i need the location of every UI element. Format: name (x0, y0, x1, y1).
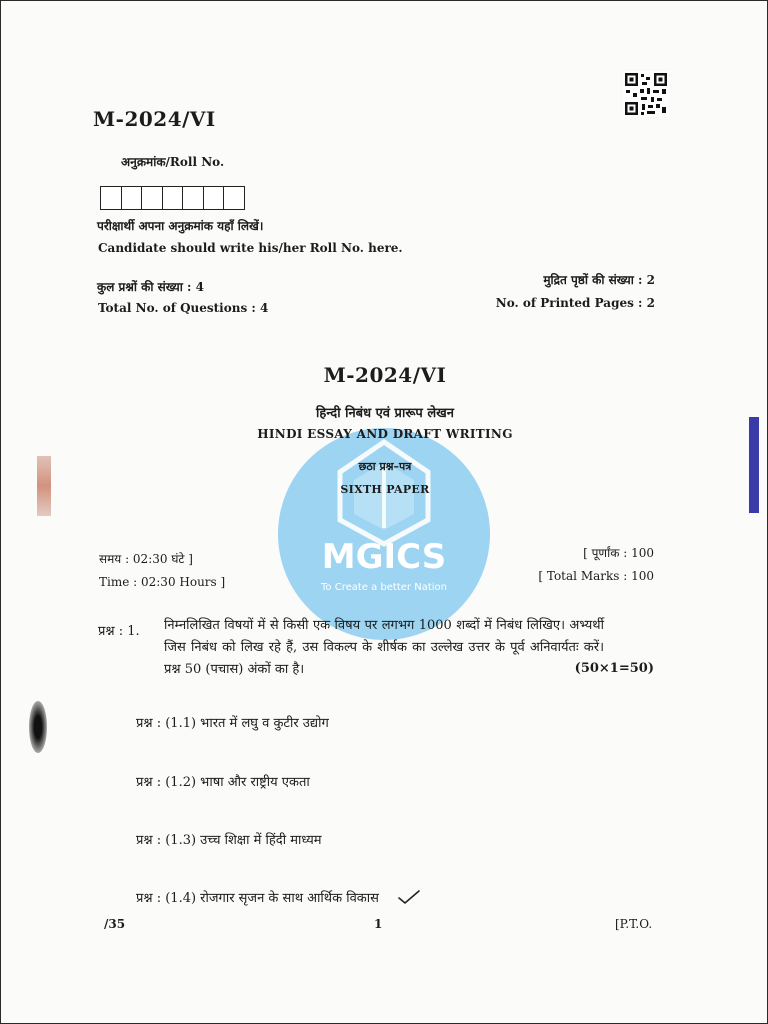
essay-option: प्रश्न : (1.4) रोजगार सृजन के साथ आर्थिक विकास (136, 891, 379, 906)
paper-number-hindi: छठा प्रश्न–पत्र (358, 460, 412, 473)
watermark-tagline: To Create a better Nation (321, 582, 447, 593)
roll-number-label: अनुक्रमांक/Roll No. (121, 155, 225, 169)
roll-number-box[interactable] (162, 186, 184, 210)
essay-option: प्रश्न : (1.3) उच्च शिक्षा में हिंदी माध्यम (136, 833, 322, 848)
scan-punch-hole-shadow (29, 701, 47, 753)
paper-number-english: SIXTH PAPER (340, 483, 430, 496)
roll-number-box[interactable] (141, 186, 163, 210)
question-number: प्रश्न : 1. (98, 624, 140, 639)
pto-note: [P.T.O. (615, 917, 653, 931)
roll-number-box[interactable] (182, 186, 204, 210)
paper-code-header: M-2024/VI (93, 107, 216, 131)
total-questions-hindi: कुल प्रश्नों की संख्या : 4 (97, 280, 204, 294)
subject-title-english: HINDI ESSAY AND DRAFT WRITING (257, 427, 513, 441)
roll-number-boxes (100, 186, 245, 210)
paper-code-title: M-2024/VI (323, 363, 447, 387)
printed-pages-hindi: मुद्रित पृष्ठों की संख्या : 2 (543, 273, 655, 287)
roll-number-box[interactable] (203, 186, 225, 210)
total-marks-english: [ Total Marks : 100 (538, 569, 654, 583)
essay-option: प्रश्न : (1.1) भारत में लघु व कुटीर उद्योग (136, 716, 329, 731)
exam-time-hindi: समय : 02:30 घंटे ] (99, 552, 193, 566)
candidate-instruction-hindi: परीक्षार्थी अपना अनुक्रमांक यहाँ लिखें। (97, 219, 264, 233)
qr-code-icon (623, 71, 669, 117)
question-marks: (50×1=50) (574, 661, 654, 676)
total-questions-english: Total No. of Questions : 4 (98, 301, 269, 315)
page-number: 1 (374, 917, 383, 931)
total-marks-hindi: [ पूर्णांक : 100 (583, 546, 654, 560)
subject-title-hindi: हिन्दी निबंध एवं प्रारूप लेखन (316, 406, 454, 421)
printed-pages-english: No. of Printed Pages : 2 (495, 296, 655, 310)
handwritten-tick-icon (397, 889, 421, 905)
roll-number-box[interactable] (121, 186, 143, 210)
essay-option: प्रश्न : (1.2) भाषा और राष्ट्रीय एकता (136, 775, 310, 790)
watermark-brand: MGICS (321, 537, 447, 577)
roll-number-box[interactable] (223, 186, 245, 210)
question-instructions: निम्नलिखित विषयों में से किसी एक विषय पर लगभग 1000 शब्दों में निबंध लिखिए। अभ्यर्थी जिस निबंध को लिख रहे हैं, उस विकल्प के शीर्षक का उल्लेख उत्तर के पूर्व अनिवार्यतः करें। प्रश्न 50 (पचास) अंकों का है। (164, 618, 604, 677)
exam-time-english: Time : 02:30 Hours ] (99, 575, 226, 589)
candidate-instruction-english: Candidate should write his/her Roll No. here. (98, 241, 403, 255)
roll-number-box[interactable] (100, 186, 122, 210)
footer-code: /35 (104, 917, 126, 931)
